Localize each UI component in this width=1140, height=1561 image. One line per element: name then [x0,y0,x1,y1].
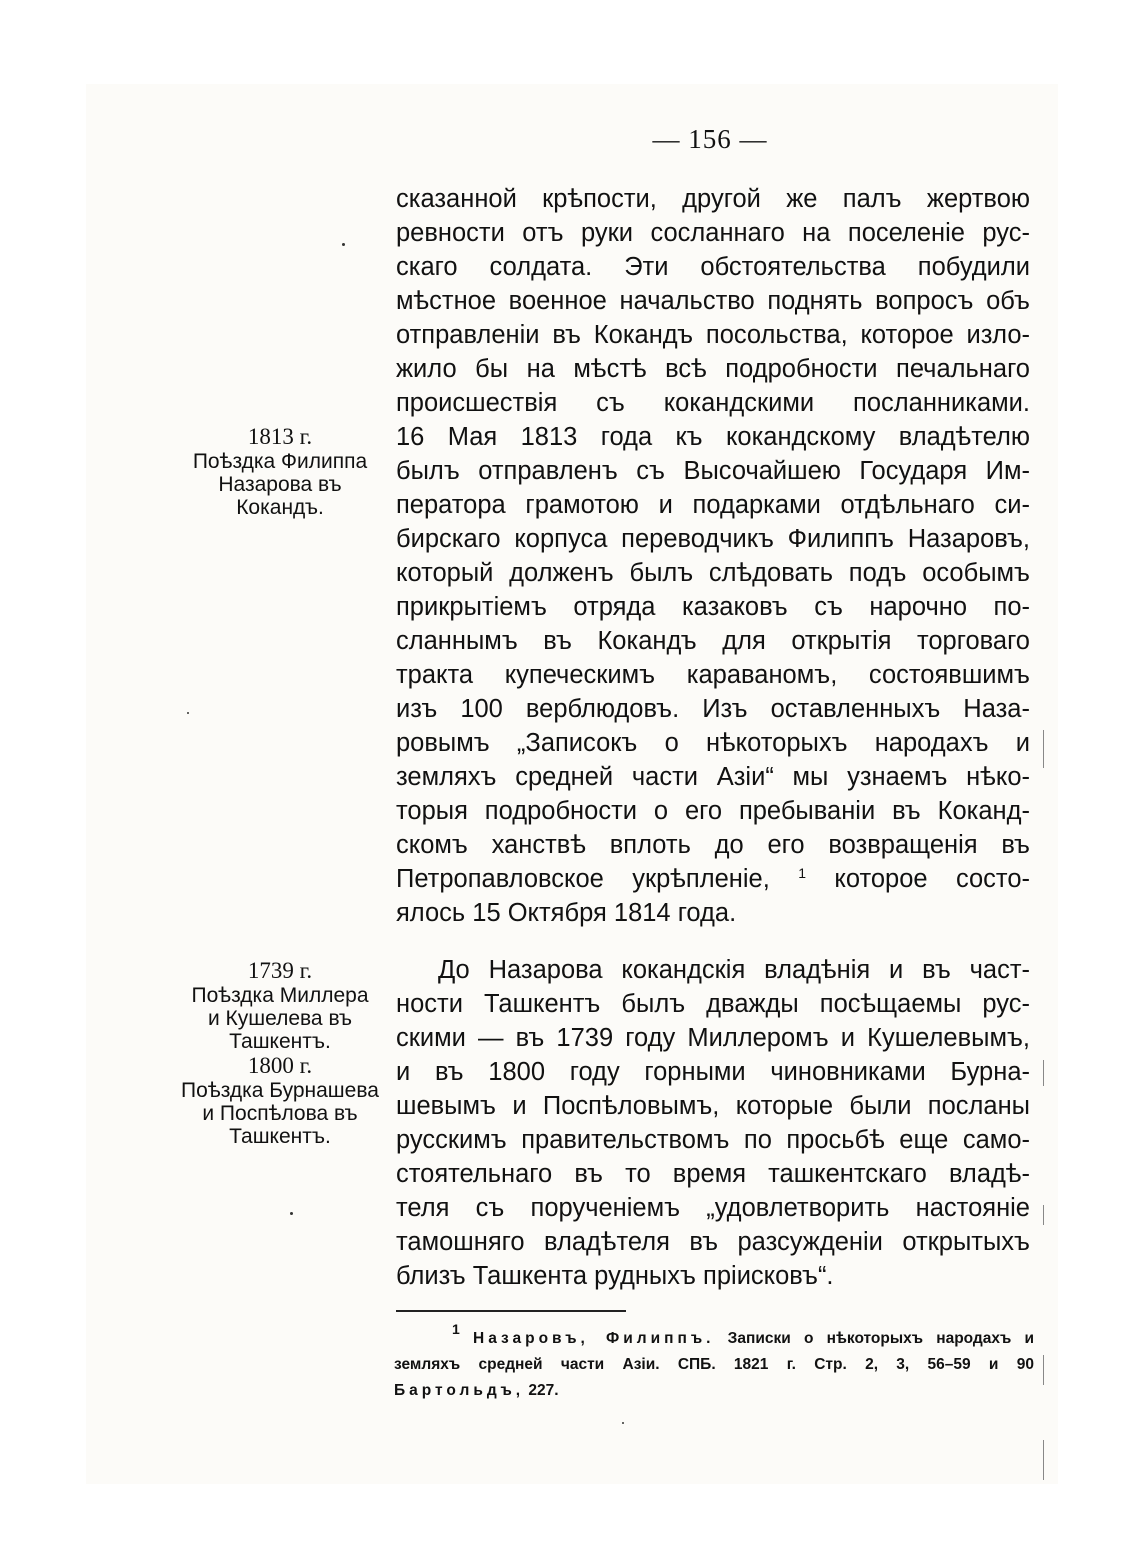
text-line: жило бы на мѣстѣ всѣ подробности печальнаго [396,355,1030,383]
footnote-line: земляхъ средней части Азіи. СПБ. 1821 г. Стр. 2, 3, 56–59 и 90 [394,1356,1034,1373]
text-line: тамошняго владѣтеля въ разсужденіи открытыхъ [396,1228,1030,1256]
margin-note-year: 1739 г. [247,958,313,983]
text-line: ности Ташкентъ былъ дважды посѣщаемы рус- [396,990,1030,1018]
footnote-line [394,1321,1035,1352]
footnote-author: Бартольдъ, [394,1382,525,1399]
text-line: тракта купеческимъ караваномъ, состоявшимъ [396,661,1030,689]
text-fragment: Петропавловское укрѣпленіе, [396,865,770,893]
text-line: прикрытіемъ отряда казаковъ съ нарочно по- [396,593,1030,621]
paragraph-2 [396,953,1030,1293]
margin-note-line: Ташкентъ. [229,1125,331,1148]
text-line: земляхъ средней части Азіи“ мы узнаемъ нѣко- [396,763,1030,791]
text-fragment: которое состо- [834,865,1030,893]
text-line: До Назарова кокандскія владѣнія и въ част- [438,956,1030,984]
scan-edge-mark [1043,1355,1044,1385]
scan-speck [342,243,345,246]
margin-note-line: Назарова въ [218,473,342,496]
footnote-page: 227. [528,1382,559,1399]
text-line: торыя подробности о его пребываніи въ Коканд- [396,797,1030,825]
scan-edge-mark [1043,1205,1044,1225]
text-line: ревности отъ руки сосланнаго на поселеніе рус- [396,219,1030,247]
text-line: ялось 15 Октября 1814 года. [396,899,737,927]
text-line: шевымъ и Поспѣловымъ, которые были посланы [396,1092,1030,1120]
text-line: сланнымъ въ Кокандъ для открытія торговаго [396,627,1030,655]
page-number: — 156 — [652,124,768,154]
text-line: русскимъ правительствомъ по просьбѣ еще само- [396,1126,1030,1154]
text-line: отправленіи въ Кокандъ посольства, которое изло- [396,321,1030,349]
margin-note-1813 [156,424,404,519]
text-line: стоятельнаго въ то время ташкентскаго владѣ- [396,1160,1030,1188]
text-line: 16 Мая 1813 года къ кокандскому владѣтелю [396,423,1030,451]
margin-note-line: и Кушелева въ [207,1007,353,1030]
margin-note-year: 1813 г. [247,424,313,449]
footnote-divider [396,1310,626,1312]
text-line: сказанной крѣпости, другой же палъ жертвою [396,185,1030,213]
margin-note-line: Поѣздка Бурнашева [181,1079,379,1102]
scan-speck [290,1212,293,1215]
margin-note-1739-1800 [156,958,404,1148]
text-line: ровымъ „Записокъ о нѣкоторыхъ народахъ и [396,729,1030,757]
text-line-with-footnote [396,862,1030,896]
margin-note-line: Кокандъ. [236,496,324,519]
text-line: скими — въ 1739 году Миллеромъ и Кушелевымъ, [396,1024,1030,1052]
footnote-ref-marker: 1 [798,865,806,881]
scan-edge-mark [1043,1060,1044,1086]
margin-note-line: Поѣздка Миллера [191,984,369,1007]
text-line: близъ Ташкента рудныхъ пріисковъ“. [396,1262,834,1290]
footnote-line [394,1378,1034,1404]
scan-speck [622,1422,624,1424]
text-line: скомъ ханствѣ вплоть до его возвращенія въ [396,831,1030,859]
text-line: скаго солдата. Эти обстоятельства побудили [396,253,1030,281]
scan-speck [187,712,189,714]
text-line: ператора грамотою и подарками отдѣльнаго си- [396,491,1030,519]
text-line: бирскаго корпуса переводчикъ Филиппъ Назаровъ, [396,525,1030,553]
text-line: былъ отправленъ съ Высочайшею Государя Им- [396,457,1030,485]
text-line: происшествія съ кокандскими посланниками. [396,389,1030,417]
paragraph-1 [396,182,1030,930]
text-line: который долженъ былъ слѣдовать подъ особымъ [396,559,1030,587]
margin-note-line: и Поспѣлова въ [202,1102,358,1125]
scan-edge-mark [1043,730,1044,768]
footnote-marker: 1 [452,1321,460,1337]
text-line: и въ 1800 году горными чиновниками Бурна- [396,1058,1030,1086]
text-line: мѣстное военное начальство поднять вопросъ объ [396,287,1030,315]
footnote-author: Назаровъ, Филиппъ. [473,1330,715,1347]
text-line: изъ 100 верблюдовъ. Изъ оставленныхъ Наза- [396,695,1030,723]
text-line: теля съ порученіемъ „удовлетворить настояніе [396,1194,1030,1222]
margin-note-line: Поѣздка Филиппа [192,450,368,473]
margin-note-line: Ташкентъ. [229,1030,331,1053]
scan-edge-mark [1043,1440,1044,1480]
margin-note-year: 1800 г. [247,1053,313,1078]
footnote [394,1321,1035,1404]
footnote-title: Записки о нѣкоторыхъ народахъ и [727,1330,1035,1347]
